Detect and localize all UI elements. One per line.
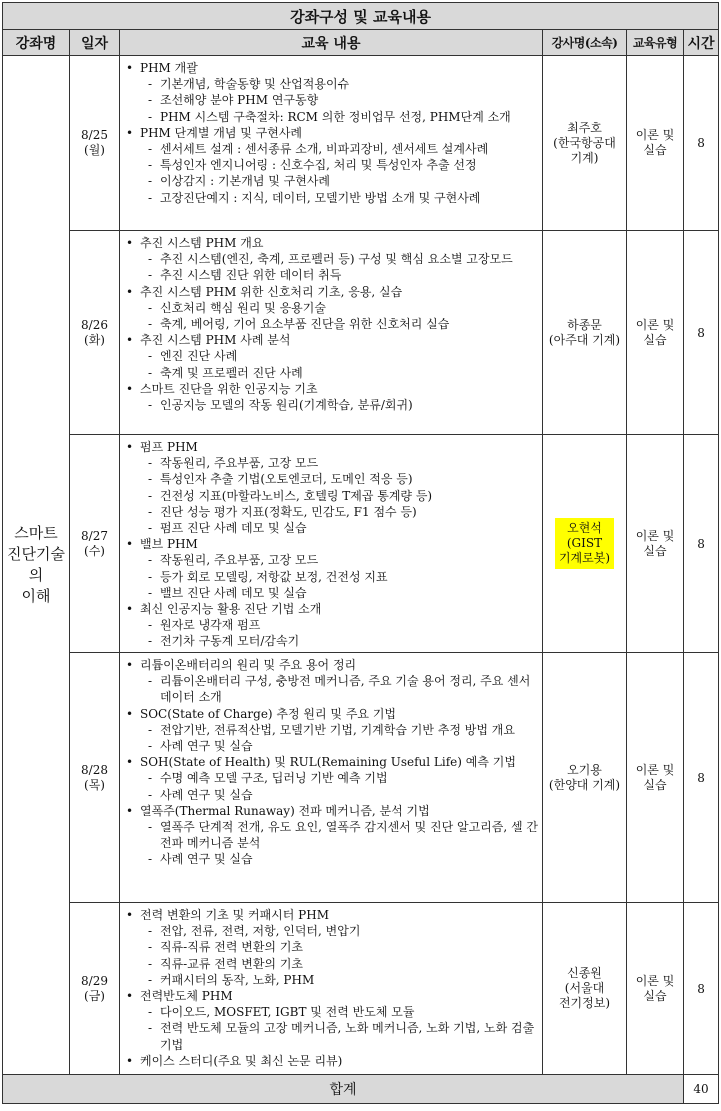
day-row	[3, 653, 719, 903]
subtopic-item: - 다이오드, MOSFET, IGBT 및 전력 반도체 모듈	[126, 1004, 538, 1020]
instructor-name	[543, 318, 626, 348]
topic-list	[126, 907, 538, 1069]
subtopic-item: - 센서세트 설계 : 센서종류 소개, 비파괴장비, 센서세트 설계사례	[126, 141, 538, 157]
education-type-line: 실습	[643, 543, 667, 558]
instructor-line: 하종문	[567, 317, 602, 332]
subtopic-item: - 전력 반도체 모듈의 고장 메커니즘, 노화 메커니즘, 노화 기법, 노화 검출 기법	[126, 1020, 538, 1052]
subtopic-item: - 리튬이온배터리 구성, 충방전 메커니즘, 주요 기술 용어 정리, 주요 센서 데이터 소개	[126, 673, 538, 705]
topic-item: • 추진 시스템 PHM 개요	[126, 235, 538, 251]
weekday-value: (화)	[84, 332, 105, 347]
subtopic-item: - 추진 시스템 진단 위한 데이터 취득	[126, 267, 538, 283]
header-hours: 시간	[684, 30, 719, 56]
course-name-line: 이해	[21, 587, 51, 605]
topic-item: • SOC(State of Charge) 추정 원리 및 주요 기법	[126, 706, 538, 722]
education-type-line: 이론 및	[635, 317, 675, 332]
topic-item: • SOH(State of Health) 및 RUL(Remaining Useful Life) 예측 기법	[126, 754, 538, 770]
date-value: 8/28	[81, 762, 108, 777]
topic-list	[126, 235, 538, 413]
subtopic-item: - 전압기반, 전류적산법, 모델기반 기법, 기계학습 기반 추정 방법 개요	[126, 722, 538, 738]
instructor-line: 기계)	[570, 150, 599, 165]
instructor-name	[543, 121, 626, 166]
subtopic-item: - 신호처리 핵심 원리 및 응용기술	[126, 300, 538, 316]
subtopic-item: - 전기차 구동계 모터/감속기	[126, 633, 538, 649]
subtopic-item: - 수명 예측 모델 구조, 딥러닝 기반 예측 기법	[126, 770, 538, 786]
subtopic-item: - 열폭주 단계적 전개, 유도 요인, 열폭주 감지센서 및 진단 알고리즘, 셀 간 전파 메커니즘 분석	[126, 819, 538, 851]
title-row	[3, 3, 719, 30]
curriculum-table	[2, 2, 719, 1104]
subtopic-item: - 직류-직류 전력 변환의 기초	[126, 939, 538, 955]
table-title: 강좌구성 및 교육내용	[3, 3, 719, 30]
total-row	[3, 1075, 719, 1104]
subtopic-item: - 전압, 전류, 전력, 저항, 인덕터, 변압기	[126, 923, 538, 939]
subtopic-item: - 진단 성능 평가 지표(정확도, 민감도, F1 점수 등)	[126, 504, 538, 520]
instructor-line: 오기용	[567, 762, 602, 777]
instructor-line: 전기정보)	[558, 996, 611, 1010]
topic-list	[126, 439, 538, 650]
day-rows	[3, 56, 719, 1075]
subtopic-item: - 사례 연구 및 실습	[126, 787, 538, 803]
education-type-line: 실습	[643, 988, 667, 1003]
topic-list	[126, 657, 538, 868]
course-name-line: 스마트	[14, 524, 58, 542]
instructor-name	[543, 966, 626, 1011]
day-date	[70, 653, 120, 903]
subtopic-item: - 펌프 진단 사례 데모 및 실습	[126, 520, 538, 536]
weekday-value: (금)	[84, 988, 105, 1003]
topic-item: • PHM 개괄	[126, 60, 538, 76]
subtopic-item: - 등가 회로 모델링, 저항값 보정, 건전성 지표	[126, 569, 538, 585]
instructor	[543, 653, 627, 903]
date-value: 8/29	[81, 973, 108, 988]
day-date	[70, 435, 120, 653]
education-type-line: 실습	[643, 777, 667, 792]
instructor-line: 신종원	[567, 966, 602, 980]
subtopic-item: - 고장진단예지 : 지식, 데이터, 모델기반 방법 소개 및 구현사례	[126, 190, 538, 206]
hours-value: 8	[684, 435, 719, 653]
header-instructor: 강사명(소속)	[543, 30, 627, 56]
header-course: 강좌명	[3, 30, 70, 56]
course-name-line: 의	[28, 566, 44, 584]
topic-item: • 케이스 스터디(주요 및 최신 논문 리뷰)	[126, 1053, 538, 1069]
subtopic-item: - 밸브 진단 사례 데모 및 실습	[126, 585, 538, 601]
subtopic-item: - 축계, 베어링, 기어 요소부품 진단을 위한 신호처리 실습	[126, 316, 538, 332]
header-row	[3, 30, 719, 56]
course-name-line: 진단기술	[7, 545, 65, 563]
education-type	[627, 435, 684, 653]
topic-item: • PHM 단계별 개념 및 구현사례	[126, 125, 538, 141]
education-type-line: 실습	[643, 332, 667, 347]
topic-item: • 최신 인공지능 활용 진단 기법 소개	[126, 601, 538, 617]
topic-item: • 리튬이온배터리의 원리 및 주요 용어 정리	[126, 657, 538, 673]
topic-list	[126, 60, 538, 206]
subtopic-item: - 엔진 진단 사례	[126, 348, 538, 364]
course-name	[3, 56, 70, 1075]
topic-item: • 밸브 PHM	[126, 536, 538, 552]
day-content	[120, 653, 543, 903]
day-date	[70, 56, 120, 231]
education-type-line: 이론 및	[635, 128, 675, 142]
day-content	[120, 56, 543, 231]
education-type-line: 이론 및	[635, 973, 675, 988]
topic-item: • 열폭주(Thermal Runaway) 전파 메커니즘, 분석 기법	[126, 803, 538, 819]
education-type-line: 이론 및	[635, 528, 675, 543]
header-date: 일자	[70, 30, 120, 56]
day-row	[3, 56, 719, 231]
topic-item: • 전력반도체 PHM	[126, 988, 538, 1004]
education-type-line: 이론 및	[635, 762, 675, 777]
hours-value: 8	[684, 653, 719, 903]
instructor-line: (한국항공대	[553, 135, 616, 150]
subtopic-item: - 인공지능 모델의 작동 원리(기계학습, 분류/회귀)	[126, 397, 538, 413]
header-type: 교육유형	[627, 30, 684, 56]
day-content	[120, 435, 543, 653]
date-value: 8/25	[81, 128, 108, 142]
instructor-highlight	[555, 518, 614, 569]
instructor	[543, 435, 627, 653]
topic-item: • 스마트 진단을 위한 인공지능 기초	[126, 381, 538, 397]
education-type	[627, 56, 684, 231]
subtopic-item: - 사례 연구 및 실습	[126, 851, 538, 867]
header-content: 교육 내용	[120, 30, 543, 56]
instructor-line: 오현석	[567, 521, 602, 535]
instructor	[543, 903, 627, 1075]
topic-item: • 추진 시스템 PHM 위한 신호처리 기초, 응용, 실습	[126, 284, 538, 300]
topic-item: • 전력 변환의 기초 및 커패시터 PHM	[126, 907, 538, 923]
instructor-line: 기계로봇)	[558, 551, 611, 565]
topic-item: • 펌프 PHM	[126, 439, 538, 455]
education-type	[627, 903, 684, 1075]
day-content	[120, 903, 543, 1075]
weekday-value: (월)	[84, 143, 105, 157]
subtopic-item: - 특성인자 엔지니어링 : 신호수집, 처리 및 특성인자 추출 선정	[126, 157, 538, 173]
subtopic-item: - 이상감지 : 기본개념 및 구현사례	[126, 173, 538, 189]
subtopic-item: - 건전성 지표(마할라노비스, 호텔링 T제곱 통계량 등)	[126, 488, 538, 504]
subtopic-item: - PHM 시스템 구축절차: RCM 의한 정비업무 선정, PHM단계 소개	[126, 109, 538, 125]
date-value: 8/26	[81, 317, 108, 332]
subtopic-item: - 기본개념, 학술동향 및 산업적용이슈	[126, 76, 538, 92]
education-type	[627, 231, 684, 435]
education-type-line: 실습	[643, 143, 667, 157]
subtopic-item: - 직류-교류 전력 변환의 기초	[126, 956, 538, 972]
subtopic-item: - 원자로 냉각재 펌프	[126, 617, 538, 633]
instructor-line: 최주호	[567, 120, 602, 135]
subtopic-item: - 작동원리, 주요부품, 고장 모드	[126, 552, 538, 568]
total-hours: 40	[684, 1075, 719, 1104]
hours-value: 8	[684, 231, 719, 435]
subtopic-item: - 특성인자 추출 기법(오토엔코더, 도메인 적응 등)	[126, 471, 538, 487]
day-row	[3, 435, 719, 653]
day-row	[3, 903, 719, 1075]
subtopic-item: - 조선해양 분야 PHM 연구동향	[126, 92, 538, 108]
instructor	[543, 231, 627, 435]
subtopic-item: - 축계 및 프로펠러 진단 사례	[126, 365, 538, 381]
hours-value: 8	[684, 56, 719, 231]
topic-item: • 추진 시스템 PHM 사례 분석	[126, 332, 538, 348]
instructor-name	[543, 763, 626, 793]
weekday-value: (수)	[84, 543, 105, 558]
instructor-line: (서울대	[564, 981, 605, 995]
day-date	[70, 903, 120, 1075]
weekday-value: (목)	[84, 777, 105, 792]
subtopic-item: - 추진 시스템(엔진, 축계, 프로펠러 등) 구성 및 핵심 요소별 고장모드	[126, 251, 538, 267]
instructor-line: (한양대 기계)	[548, 777, 621, 792]
date-value: 8/27	[81, 528, 108, 543]
subtopic-item: - 커패시터의 동작, 노화, PHM	[126, 972, 538, 988]
subtopic-item: - 사례 연구 및 실습	[126, 738, 538, 754]
subtopic-item: - 작동원리, 주요부품, 고장 모드	[126, 455, 538, 471]
day-row	[3, 231, 719, 435]
instructor	[543, 56, 627, 231]
day-date	[70, 231, 120, 435]
total-label: 합계	[3, 1075, 684, 1104]
instructor-line: (GIST	[566, 536, 603, 550]
instructor-line: (아주대 기계)	[548, 332, 621, 347]
hours-value: 8	[684, 903, 719, 1075]
day-content	[120, 231, 543, 435]
education-type	[627, 653, 684, 903]
